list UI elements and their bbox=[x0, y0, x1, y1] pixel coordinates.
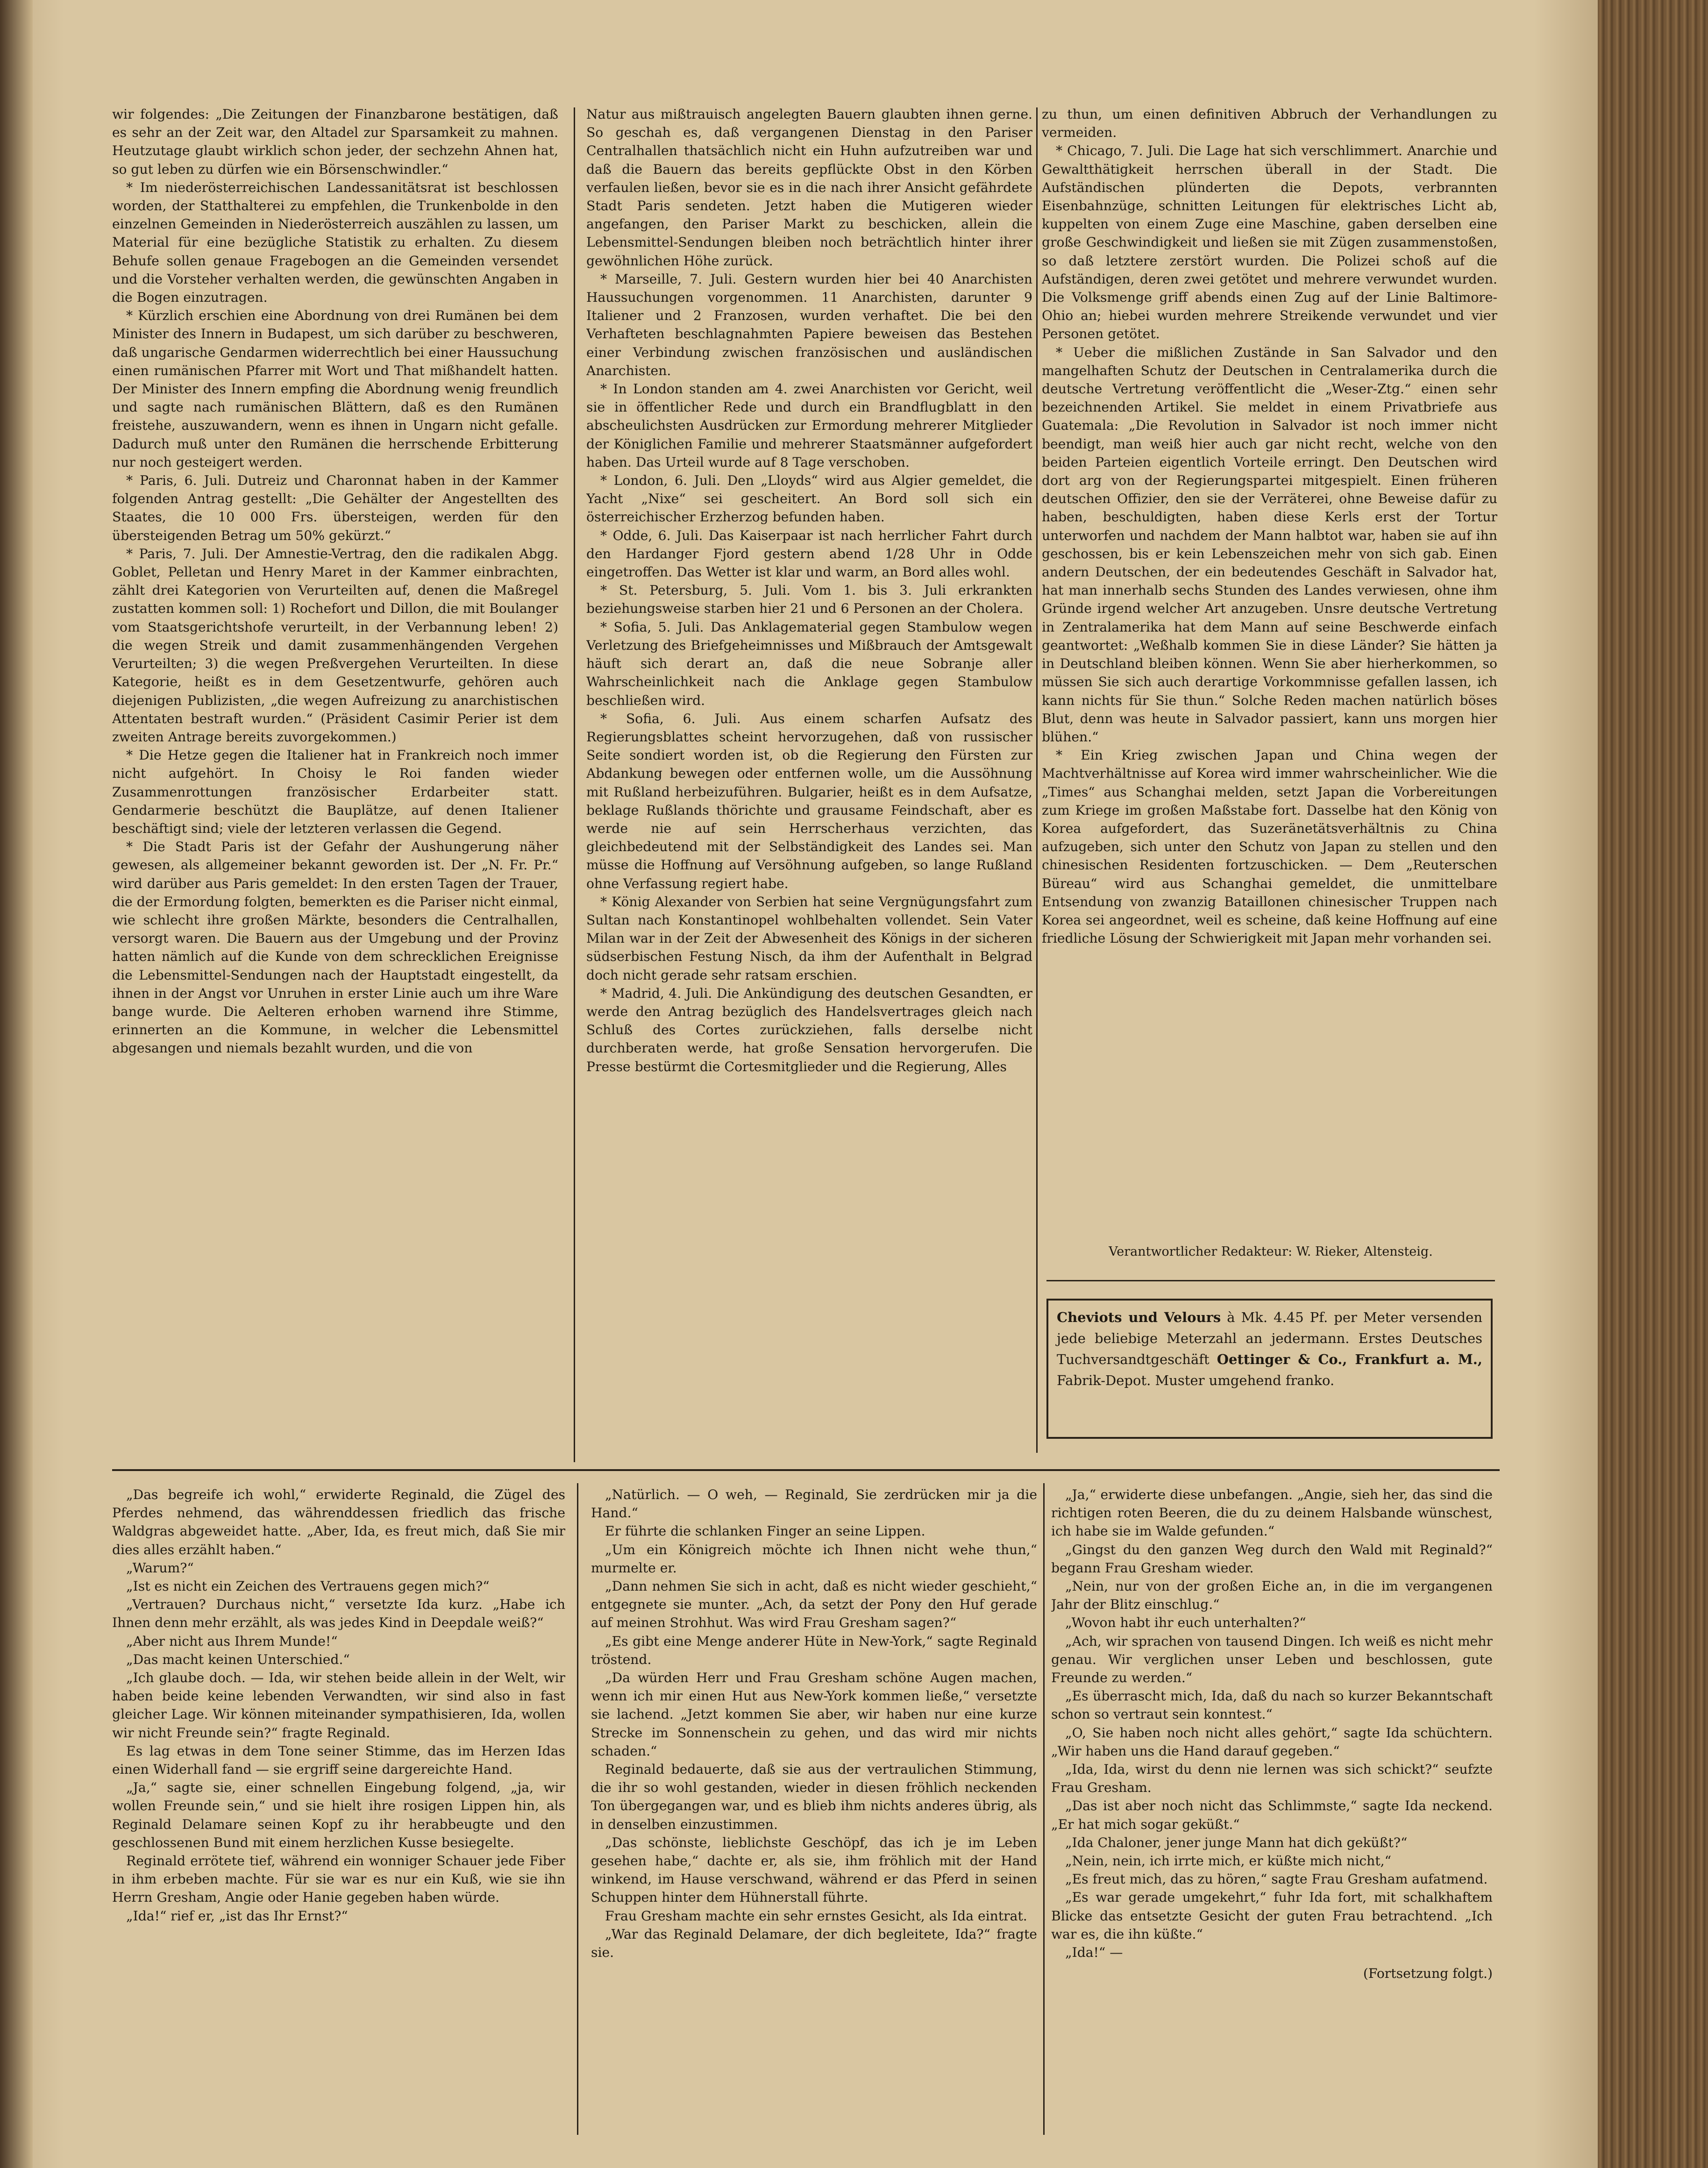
paragraph: * Madrid, 4. Juli. Die Ankündigung des deutschen Gesandten, er werde den Antrag bezüglich des Handelsvertrages gleich nach Schluß des Cortes zurückziehen, falls derselbe nicht durchberaten werde, hat große Sensation hervorgerufen. Die Presse bestürmt die Cortesmitglieder und die Regierung, Alles bbox=[586, 985, 1032, 1074]
paragraph: Reginald errötete tief, während ein wonniger Schauer jede Fiber in ihm erbeben machte. Für sie war es nur ein Kuß, wie sie ihn Herrn Gresham, Angie oder Hanie gegeben haben würde. bbox=[112, 1853, 565, 1905]
paragraph: „Das macht keinen Unterschied.“ bbox=[126, 1651, 350, 1667]
paragraph: „Da würden Herr und Frau Gresham schöne Augen machen, wenn ich mir einen Hut aus New-York kommen ließe,“ versetzte sie lachend. „Jetzt kommen Sie aber, wir haben nur eine kurze Strecke im Sonnenschein zu gehen, und das wird mir nichts schaden.“ bbox=[591, 1670, 1037, 1759]
paragraph: Es lag etwas in dem Tone seiner Stimme, das im Herzen Idas einen Widerhall fand — sie ergriff seine dargereichte Hand. bbox=[112, 1743, 565, 1777]
paragraph: * St. Petersburg, 5. Juli. Vom 1. bis 3. Juli erkrankten beziehungsweise starben hier 21 und 6 Personen an der Cholera. bbox=[586, 583, 1032, 617]
paragraph: zu thun, um einen definitiven Abbruch der Verhandlungen zu vermeiden. bbox=[1042, 107, 1497, 141]
ad-tail: Fabrik-Depot. Muster umgehend franko. bbox=[1057, 1372, 1335, 1388]
paragraph: „Natürlich. — O weh, — Reginald, Sie zerdrücken mir ja die Hand.“ bbox=[591, 1487, 1037, 1521]
paragraph: * Paris, 6. Juli. Dutreiz und Charonnat haben in der Kammer folgenden Antrag gestellt: „Die Gehälter der Angestellten des Staates, die 10 000 Frs. übersteigen, werden für den übersteigenden Betrag um 50% gekürzt.“ bbox=[112, 473, 558, 543]
paragraph: * Die Hetze gegen die Italiener hat in Frankreich noch immer nicht aufgehört. In Choisy le Roi fanden wieder Zusammenrottungen französischer Erdarbeiter statt. Gendarmerie beschützt die Bauplätze, auf denen Italiener beschäftigt sind; viele der letzteren verlassen die Gegend. bbox=[112, 747, 558, 836]
continued-note: (Fortsetzung folgt.) bbox=[1363, 1966, 1493, 1982]
paragraph: „Gingst du den ganzen Weg durch den Wald mit Reginald?“ begann Frau Gresham wieder. bbox=[1051, 1542, 1493, 1576]
paragraph: „Ja,“ erwiderte diese unbefangen. „Angie, sieh her, das sind die richtigen roten Beeren, die du zu deinem Halsbande wünschest, ich habe sie im Walde gefunden.“ bbox=[1051, 1487, 1493, 1539]
paragraph: Frau Gresham machte ein sehr ernstes Gesicht, als Ida eintrat. bbox=[605, 1908, 1027, 1924]
paragraph: „Ida Chaloner, jener junge Mann hat dich geküßt?“ bbox=[1065, 1834, 1408, 1850]
paragraph: Reginald bedauerte, daß sie aus der vertraulichen Stimmung, die ihr so wohl gestanden, wieder in diesen fröhlich neckenden Ton übergegangen war, und es blieb ihm nichts anderes übrig, als in denselben einzustimmen. bbox=[591, 1762, 1037, 1832]
feuilleton-divider bbox=[112, 1469, 1500, 1471]
paragraph: „Aber nicht aus Ihrem Munde!“ bbox=[126, 1633, 338, 1649]
paragraph: * In London standen am 4. zwei Anarchisten vor Gericht, weil sie in öffentlicher Rede und durch ein Brandflugblatt in den abscheulichsten Ausdrücken zur Ermordung mehrerer Mitglieder der Königlichen Familie und mehrerer Staatsmänner aufgefordert haben. Das Urteil wurde auf 8 Tage verschoben. bbox=[586, 381, 1032, 470]
column-rule bbox=[1036, 107, 1038, 1453]
paragraph: * König Alexander von Serbien hat seine Vergnügungsfahrt zum Sultan nach Konstantinopel wohlbehalten vollendet. Sein Vater Milan war in der Zeit der Abwesenheit des Königs in der sicheren südserbischen Festung Nisch, da ihm der Aufenthalt in Belgrad doch nicht gerade sehr ratsam erschien. bbox=[586, 894, 1032, 983]
news-column-3 bbox=[1042, 105, 1497, 1348]
editor-rule bbox=[1046, 1280, 1495, 1281]
paragraph: „Ida!“ — bbox=[1065, 1945, 1123, 1961]
paragraph: * London, 6. Juli. Den „Lloyds“ wird aus Algier gemeldet, die Yacht „Nixe“ sei gescheitert. An Bord soll sich ein österreichischer Erzherzog befunden haben. bbox=[586, 473, 1032, 525]
advertisement-box bbox=[1046, 1299, 1493, 1439]
news-column-1 bbox=[112, 105, 558, 1462]
paragraph: „Das ist aber noch nicht das Schlimmste,“ sagte Ida neckend. „Er hat mich sogar geküßt.“ bbox=[1051, 1798, 1493, 1832]
paragraph: „War das Reginald Delamare, der dich begleitete, Ida?“ fragte sie. bbox=[591, 1926, 1037, 1961]
paragraph: wir folgendes: „Die Zeitungen der Finanzbarone bestätigen, daß es sehr an der Zeit war, den Altadel zur Sparsamkeit zu mahnen. Heutzutage glaubt wirklich schon jeder, der sechzehn Ahnen hat, so gut leben zu dürfen wie ein Börsenschwindler.“ bbox=[112, 107, 558, 177]
paragraph: „Es freut mich, das zu hören,“ sagte Frau Gresham aufatmend. bbox=[1065, 1871, 1488, 1887]
paragraph: „Ja,“ sagte sie, einer schnellen Eingebung folgend, „ja, wir wollen Freunde sein,“ und sie hielt ihre rosigen Lippen hin, als Reginald Delamare seinen Kopf zu ihr herabbeugte und den geschlossenen Bund mit einem herzlichen Kusse besiegelte. bbox=[112, 1780, 565, 1850]
paragraph: „Ich glaube doch. — Ida, wir stehen beide allein in der Welt, wir haben beide keine lebenden Verwandten, wir sind also in fast gleicher Lage. Wir können miteinander sympathisieren, Ida, wollen wir nicht Freunde sein?“ fragte Reginald. bbox=[112, 1670, 565, 1741]
paragraph: * Ueber die mißlichen Zustände in San Salvador und den mangelhaften Schutz der Deutschen in Centralamerika durch die deutsche Vertretung veröffentlicht die „Weser-Ztg.“ einen sehr bezeichnenden Artikel. Sie meldet in einem Privatbriefe aus Guatemala: „Die Revolution in Salvador ist noch immer nicht beendigt, man weiß hier auch gar nicht recht, welche von den beiden Parteien eigentlich Vorteile erringt. Den Deutschen wird dort arg von der Regierungspartei mitgespielt. Einen früheren deutschen Offizier, den sie der Verräterei, ohne Beweise dafür zu haben, beschuldigten, haben diese Kerls erst der Tortur unterworfen und nachdem der Mann halbtot war, haben sie auf ihn geschossen, bis er kein Lebenszeichen mehr von sich gab. Einen andern Deutschen, der ein bedeutendes Geschäft in Salvador hat, hat man innerhalb sechs Stunden des Landes verwiesen, ohne ihm Gründe irgend welcher Art anzugeben. Unsre deutsche Vertretung in Zentralamerika hat dem Mann auf seine Beschwerde einfach geantwortet: „Weßhalb kommen Sie in diese Länder? Sie hätten ja in Deutschland bleiben können. Wenn Sie aber hierherkommen, so müssen Sie sich auch derartige Vorkommnisse gefallen lassen, ich kann nichts für Sie thun.“ Solche Reden machen natürlich böses Blut, denn was heute in Salvador passiert, kann uns morgen hier blühen.“ bbox=[1042, 344, 1497, 745]
paragraph: „Das schönste, lieblichste Geschöpf, das ich je im Leben gesehen habe,“ dachte er, als sie, ihm fröhlich mit der Hand winkend, im Hause verschwand, während er das Pferd in seinen Schuppen hinter dem Hühnerstall führte. bbox=[591, 1834, 1037, 1905]
column-rule bbox=[577, 1483, 578, 2135]
paragraph: * Im niederösterreichischen Landessanitätsrat ist beschlossen worden, der Statthalterei zu empfehlen, die Trunkenbolde in den einzelnen Gemeinden in Niederösterreich auszählen zu lassen, um Material für eine bezügliche Statistik zu erhalten. Zu diesem Behufe sollen genaue Fragebogen an die Gemeinden versendet und die Vorsteher verhalten werden, die gewünschten Angaben in die Bogen einzutragen. bbox=[112, 179, 558, 306]
paragraph: * Paris, 7. Juli. Der Amnestie-Vertrag, den die radikalen Abgg. Goblet, Pelletan und Henry Maret in der Kammer einbrachten, zählt drei Kategorien von Verurteilten auf, denen die Maßregel zustatten kommen soll: 1) Rochefort und Dillon, die mit Boulanger vom Staatsgerichtshofe verurteilt, in der Verbannung leben! 2) die wegen Streik und damit zusammenhängenden Vergehen Verurteilten; 3) die wegen Preßvergehen Verurteilten. In diese Kategorie, heißt es in dem Gesetzentwurfe, gehören auch diejenigen Publizisten, „die wegen Aufreizung zu anarchistischen Attentaten bestraft wurden.“ (Präsident Casimir Perier ist dem zweiten Antrage bereits zuvorgekommen.) bbox=[112, 546, 558, 745]
paragraph: „Ist es nicht ein Zeichen des Vertrauens gegen mich?“ bbox=[126, 1578, 490, 1594]
paragraph: * Odde, 6. Juli. Das Kaiserpaar ist nach herrlicher Fahrt durch den Hardanger Fjord gestern abend 1/28 Uhr in Odde eingetroffen. Das Wetter ist klar und warm, an Bord alles wohl. bbox=[586, 527, 1032, 580]
column-rule bbox=[574, 107, 575, 1462]
paragraph: „Wovon habt ihr euch unterhalten?“ bbox=[1065, 1615, 1306, 1631]
story-column-3 bbox=[1051, 1486, 1493, 2149]
paragraph: „Vertrauen? Durchaus nicht,“ versetzte Ida kurz. „Habe ich Ihnen denn mehr erzählt, als was jedes Kind in Deepdale weiß?“ bbox=[112, 1597, 565, 1631]
paragraph: * Chicago, 7. Juli. Die Lage hat sich verschlimmert. Anarchie und Gewaltthätigkeit herrschen überall in der Stadt. Die Aufständischen plünderten die Depots, verbrannten Eisenbahnzüge, schnitten Leitungen für elektrisches Licht ab, kuppelten von einem Zuge eine Maschine, gaben derselben eine große Geschwindigkeit und ließen sie mit Zügen zusammenstoßen, so daß letztere zerstört wurden. Die Polizei schoß auf die Aufständigen, deren zwei getötet und mehrere verwundet wurden. Die Volksmenge griff abends einen Zug auf der Linie Baltimore-Ohio an; hiebei wurden mehrere Streikende verwundet und vier Personen getötet. bbox=[1042, 143, 1497, 342]
paragraph: „Nein, nur von der großen Eiche an, in die im vergangenen Jahr der Blitz einschlug.“ bbox=[1051, 1578, 1493, 1613]
story-column-2 bbox=[591, 1486, 1037, 2149]
ad-text: à Mk. 4.45 Pf. per Meter versenden jede beliebige Meterzahl an jedermann. Erstes Deutsches Tuchversandtgeschäft bbox=[1057, 1309, 1483, 1367]
paragraph: * Ein Krieg zwischen Japan und China wegen der Machtverhältnisse auf Korea wird immer wahrscheinlicher. Wie die „Times“ aus Schanghai melden, setzt Japan die Vorbereitungen zum Kriege im großen Maßstabe fort. Dasselbe hat den König von Korea aufgefordert, das Suzeränetätsverhältnis zu China aufzugeben, sich unter den Schutz von Japan zu stellen und den chinesischen Residenten fortzuschicken. — Dem „Reuterschen Büreau“ wird aus Schanghai gemeldet, die unmittelbare Entsendung von zwanzig Bataillonen chinesischer Truppen nach Korea sei angeordnet, weil es scheine, daß keine Hoffnung auf eine friedliche Lösung der Schwierigkeit mit Japan mehr vorhanden sei. bbox=[1042, 747, 1497, 946]
paragraph: * Sofia, 5. Juli. Das Anklagematerial gegen Stambulow wegen Verletzung des Briefgeheimnisses und Mißbrauch der Amtsgewalt häuft sich derart an, daß die neue Sobranje aller Wahrscheinlichkeit nach die Anklage gegen Stambulow beschließen wird. bbox=[586, 619, 1032, 708]
paragraph: „Ach, wir sprachen von tausend Dingen. Ich weiß es nicht mehr genau. Wir verglichen unser Leben und beschlossen, gute Freunde zu werden.“ bbox=[1051, 1633, 1493, 1686]
story-column-1 bbox=[112, 1486, 565, 2149]
paragraph: „Es war gerade umgekehrt,“ fuhr Ida fort, mit schalkhaftem Blicke das entsetzte Gesicht der guten Frau betrachtend. „Ich war es, die ihn küßte.“ bbox=[1051, 1890, 1493, 1942]
paragraph: * Kürzlich erschien eine Abordnung von drei Rumänen bei dem Minister des Innern in Budapest, um sich darüber zu beschweren, daß ungarische Gendarmen widerrechtlich bei einer Haussuchung einen rumänischen Pfarrer mit Wort und That mißhandelt hatten. Der Minister des Innern empfing die Abordnung wenig freundlich und sagte nach rumänischen Blättern, daß es den Rumänen freistehe, auszuwandern, wenn es ihnen in Ungarn nicht gefalle. Dadurch muß unter den Rumänen die herrschende Erbitterung nur noch gesteigert werden. bbox=[112, 308, 558, 470]
paragraph: „Um ein Königreich möchte ich Ihnen nicht wehe thun,“ murmelte er. bbox=[591, 1542, 1037, 1576]
book-page-edges bbox=[1598, 0, 1708, 2168]
paragraph: * Marseille, 7. Juli. Gestern wurden hier bei 40 Anarchisten Haussuchungen vorgenommen. 11 Anarchisten, darunter 9 Italiener und 2 Franzosen, wurden verhaftet. Die bei den Verhafteten beschlagnahmten Papiere beweisen das Bestehen einer Verbindung zwischen französischen und ausländischen Anarchisten. bbox=[586, 271, 1032, 378]
paragraph: Er führte die schlanken Finger an seine Lippen. bbox=[605, 1523, 925, 1539]
ad-firm: Oettinger & Co., Frankfurt a. M., bbox=[1217, 1351, 1483, 1367]
column-rule bbox=[1043, 1483, 1045, 2135]
paragraph: „Ida!“ rief er, „ist das Ihr Ernst?“ bbox=[126, 1908, 348, 1924]
paragraph: * Die Stadt Paris ist der Gefahr der Aushungerung näher gewesen, als allgemeiner bekannt geworden ist. Der „N. Fr. Pr.“ wird darüber aus Paris gemeldet: In den ersten Tagen der Trauer, die der Ermordung folgten, bemerkten es die Pariser nicht einmal, wie schlecht ihre großen Märkte, besonders die Centralhallen, versorgt waren. Die Bauern aus der Umgebung und der Provinz hatten nämlich auf die Kunde von dem schrecklichen Ereignisse die Lebensmittel-Sendungen nach der Hauptstadt eingestellt, da ihnen in der Angst vor Unruhen in erster Linie auch um ihre Ware bange wurde. Die Aelteren erhoben warnend ihre Stimme, erinnerten an die Kommune, in welcher die Lebensmittel abgesangen und niemals bezahlt wurden, und die von bbox=[112, 839, 558, 1056]
paragraph: „Ida, Ida, wirst du denn nie lernen was sich schickt?“ seufzte Frau Gresham. bbox=[1051, 1762, 1493, 1796]
ad-headline: Cheviots und Velours bbox=[1057, 1309, 1221, 1325]
paragraph: * Sofia, 6. Juli. Aus einem scharfen Aufsatz des Regierungsblattes scheint hervorzugehen, daß von russischer Seite sondiert worden ist, ob die Regierung den Fürsten zur Abdankung bewegen oder entfernen wolle, um die Aussöhnung mit Rußland herbeizuführen. Bulgarier, heißt es in dem Aufsatze, beklage Rußlands thörichte und grausame Feindschaft, aber es werde nie auf sein Herrscherhaus verzichten, das gleichbedeutend mit der Selbständigkeit des Landes sei. Man müsse die Hoffnung auf Versöhnung aufgeben, so lange Rußland ohne Verfassung regiert habe. bbox=[586, 711, 1032, 891]
news-column-2 bbox=[586, 105, 1032, 1462]
responsible-editor-line: Verantwortlicher Redakteur: W. Rieker, Altensteig. bbox=[1109, 1244, 1433, 1259]
paragraph: „Nein, nein, ich irrte mich, er küßte mich nicht,“ bbox=[1065, 1853, 1392, 1869]
paragraph: „Es gibt eine Menge anderer Hüte in New-York,“ sagte Reginald tröstend. bbox=[591, 1633, 1037, 1667]
paragraph: Natur aus mißtrauisch angelegten Bauern glaubten ihnen gerne. So geschah es, daß vergangenen Dienstag in den Pariser Centralhallen thatsächlich nicht ein Huhn aufzutreiben war und daß die Bauern das bereits gepflückte Obst in den Körben verfaulen ließen, bevor sie es in die nach ihrer Ansicht gefährdete Stadt Paris sendeten. Jetzt haben die Mutigeren wieder angefangen, den Pariser Markt zu beschicken, allein die Lebensmittel-Sendungen bleiben noch beträchtlich hinter ihrer gewöhnlichen Höhe zurück. bbox=[586, 107, 1032, 269]
paragraph: „Es überrascht mich, Ida, daß du nach so kurzer Bekanntschaft schon so vertraut sein konntest.“ bbox=[1051, 1688, 1493, 1722]
paragraph: „Warum?“ bbox=[126, 1560, 194, 1576]
paragraph: „Das begreife ich wohl,“ erwiderte Reginald, die Zügel des Pferdes nehmend, das währenddessen friedlich das frische Waldgras abgeweidet hatte. „Aber, Ida, es freut mich, daß Sie mir dies alles erzählt haben.“ bbox=[112, 1487, 565, 1557]
paragraph: „Dann nehmen Sie sich in acht, daß es nicht wieder geschieht,“ entgegnete sie munter. „Ach, da setzt der Pony den Huf gerade auf meinen Strohhut. Was wird Frau Gresham sagen?“ bbox=[591, 1578, 1037, 1631]
binding-gutter bbox=[0, 0, 33, 2168]
paragraph: „O, Sie haben noch nicht alles gehört,“ sagte Ida schüchtern. „Wir haben uns die Hand darauf gegeben.“ bbox=[1051, 1725, 1493, 1759]
